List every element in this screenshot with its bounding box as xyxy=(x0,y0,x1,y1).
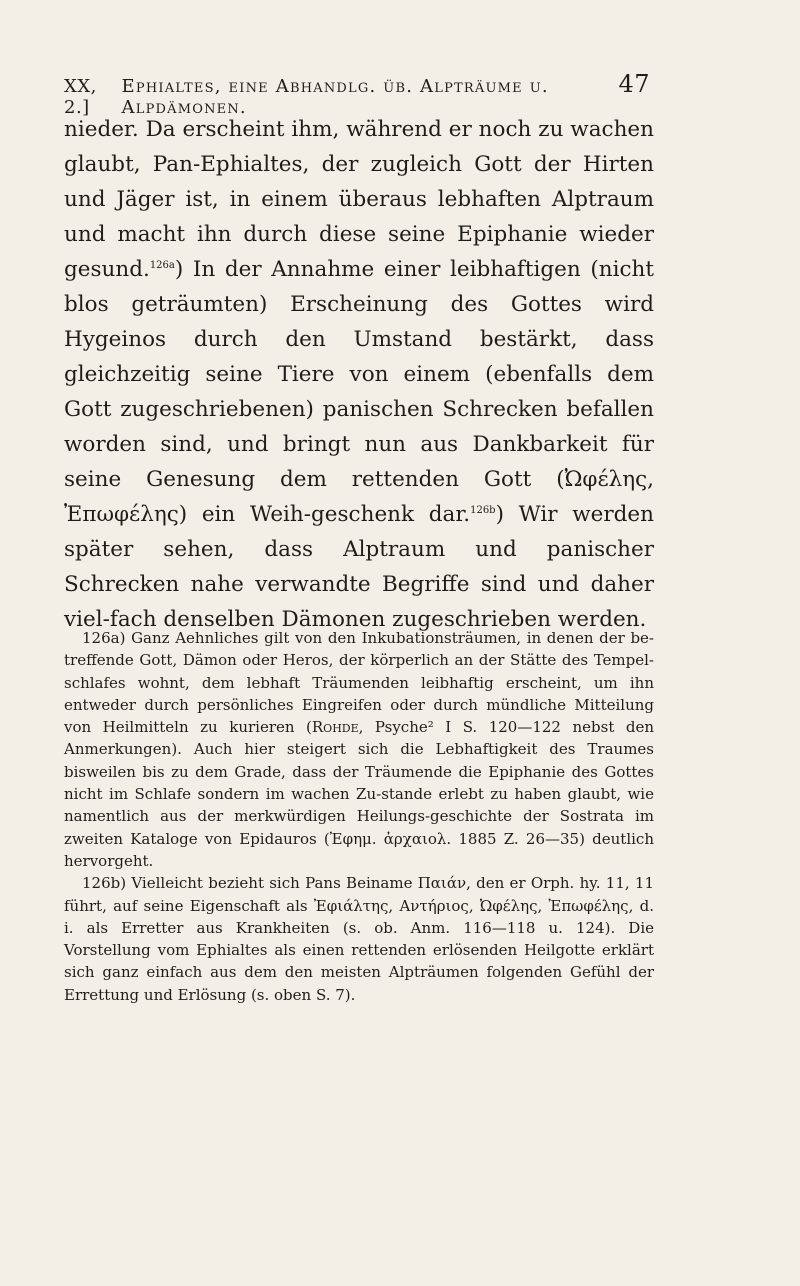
footnote-126b: 126b) Vielleicht bezieht sich Pans Beiname Παιάν, den er Orph. hy. 11, 11 führt, auf seine Eigenschaft als Ἐφιάλτης, Αντήριος, Ὠφέλης, Ἐπωφέλης, d. i. als Erretter aus Krankheiten (s. ob. Anm. 116—118 u. 124). Die Vorstellung vom Ephialtes als einen rettenden erlösenden Heilgotte erklärt sich ganz einfach aus dem den meisten Alpträumen folgenden Gefühl der Errettung und Erlösung (s. oben S. 7). xyxy=(64,874,654,1004)
footnote-126a-part-2: , Psyche² I S. 120—122 nebst den Anmerkungen). Auch hier steigert sich die Lebhaftigkeit des Traumes bisweilen bis zu dem Grade, dass der Träumende die Epiphanie des Gottes nicht im Schlafe sondern im wachen Zu-stande erlebt zu haben glaubt, wie namentlich aus der merkwürdigen Heilungs-geschichte der Sostrata im zweiten Kataloge von Epidauros (Ἐφημ. ἀρχαιολ. 1885 Z. 26—35) deutlich hervorgeht. xyxy=(64,718,654,870)
page-number: 47 xyxy=(618,70,650,98)
body-text-part-2: ) In der Annahme einer leibhaftigen (nicht blos geträumten) Erscheinung des Gottes wird Hygeinos durch den Umstand bestärkt, dass gleichzeitig seine Tiere von einem (ebenfalls dem Gott zugeschriebenen) panischen Schrecken befallen worden sind, und bringt nun aus Dankbarkeit für seine Genesung dem rettenden Gott (Ὠφέλης, Ἐπωφέλης) ein Weih-geschenk dar. xyxy=(64,257,654,527)
footnote-ref-126b: 126b xyxy=(470,504,496,516)
body-text-part-3: ) Wir werden später sehen, dass Alptraum und panischer Schrecken nahe verwandte Begriffe sind und daher viel-fach denselben Dämonen zugeschrieben werden. xyxy=(64,502,654,632)
footnotes-section xyxy=(64,627,654,1006)
running-title: Ephialtes, eine Abhandlg. üb. Alpträume u. Alpdämonen. xyxy=(121,76,549,118)
running-header xyxy=(64,70,650,118)
body-text-part-1: nieder. Da erscheint ihm, während er noch zu wachen glaubt, Pan-Ephialtes, der zugleich Gott der Hirten und Jäger ist, in einem überaus lebhaften Alptraum und macht ihn durch diese seine Epiphanie wieder gesund. xyxy=(64,117,654,282)
footnote-ref-126a: 126a xyxy=(149,259,175,271)
footnote-126a-part-1: 126a) Ganz Aehnliches gilt von den Inkubationsträumen, in denen der be-treffende Gott, Dämon oder Heros, der körperlich an der Stätte des Tempel-schlafes wohnt, dem lebhaft Träumenden leibhaftig erscheint, um ihn entweder durch persönliches Eingreifen oder durch mündliche Mitteilung von Heilmitteln zu kurieren ( xyxy=(64,629,654,737)
section-label: XX, 2.] xyxy=(64,76,97,118)
footnote-126a-author: Rohde xyxy=(311,718,359,737)
footnote-126a xyxy=(64,627,654,872)
body-paragraph xyxy=(64,112,654,637)
